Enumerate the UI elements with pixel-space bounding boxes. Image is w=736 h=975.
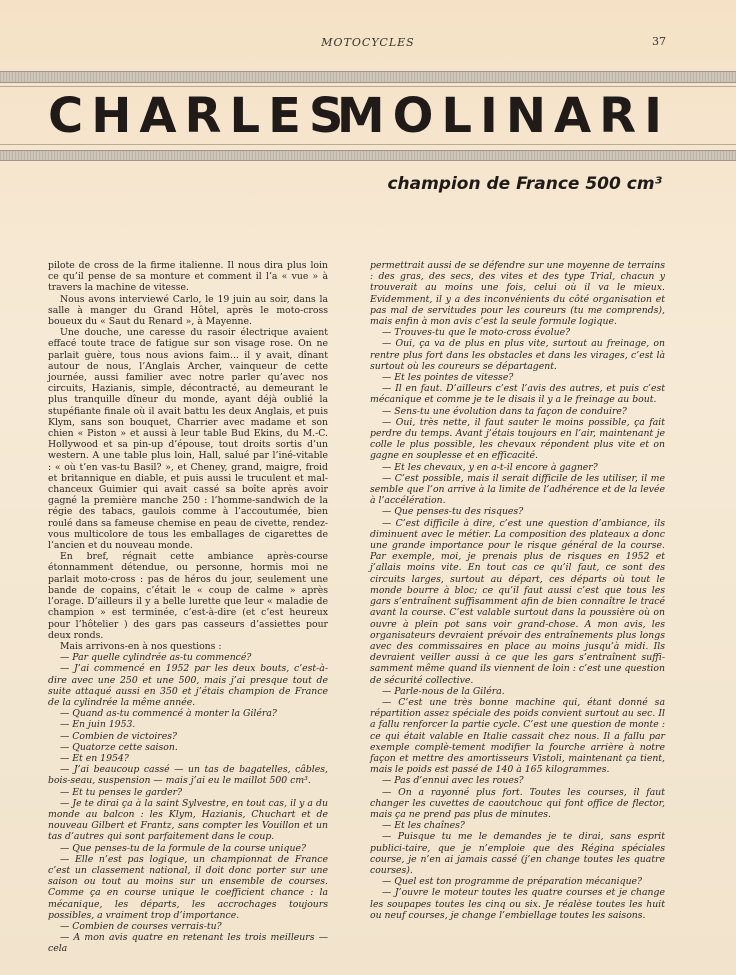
article-paragraph: — Puisque tu me le demandes je te dirai, sans esprit publici-taire, que je n’emploie que des Régina spéciales course, je n’en ai jamais cassé (j’en change toutes les quatre courses). [370, 831, 665, 876]
article-paragraph: — Trouves-tu que le moto-cross évolue? [382, 327, 571, 339]
article-paragraph: — Quatorze cette saison. [60, 741, 178, 753]
article-paragraph: — Quel est ton programme de préparation mécanique? [382, 876, 643, 888]
article-paragraph: — Pas d’ennui avec les roues? [382, 775, 524, 787]
article-paragraph: Mais arrivons-en à nos questions : [60, 640, 222, 652]
article-paragraph: — Quand as-tu commencé à monter la Giléra? [60, 708, 277, 720]
article-paragraph: — C’est une très bonne machine qui, étant donné sa répartition assez spéciale des poids convient surtout au sec. Il a fallu renforcer la partie cycle. C’est une question de monte : ce qui était valable en Italie cassait chez nous. Il a fallu par exemple complè-tement modifier la fourche arrière à notre façon et mettre des amortisseurs Vistoli, maintenant ça tient, mais le poids est passé de 140 à 165 kilogrammes. [370, 696, 665, 776]
article-paragraph: — C’est possible, mais il serait difficile de les utiliser, il me semble que l’on arrive à la limite de l’adhérence et de la levée à l’accélération. [370, 472, 665, 507]
article-paragraph: — Que penses-tu de la formule de la course unique? [60, 842, 306, 854]
article-paragraph: — Elle n’est pas logique, un championnat de France c’est un classement national, il doit donc porter sur une saison ou tout au moins sur un ensemble de courses. Comme ça en course unique le coefficient chance : la mécanique, les départs, les accrochages toujours possibles, a vraiment trop d’importance. [48, 853, 328, 921]
article-paragraph: — Parle-nous de la Giléra. [382, 685, 505, 697]
decorative-band-top [0, 71, 736, 83]
article-paragraph: — J’ai beaucoup cassé — un tas de bagatelles, câbles, bois-seau, suspension — mais j’ai eu le maillot 500 cm³. [48, 764, 328, 787]
page-number: 37 [652, 35, 666, 48]
article-paragraph: — Oui, très nette, il faut sauter le moins possible, ça fait perdre du temps. Avant j’étais toujours en l’air, maintenant je colle le plus possible, les chevaux répondent plus vite et on gagne en souplesse et en efficacité. [370, 416, 665, 462]
article-paragraph: permettrait aussi de se défendre sur une moyenne de terrains : des gras, des secs, des vites et des type Trial, chacun y trouverait au moins une fois, celui où il va le mieux. Evidemment, il y a des inconvénients du côté organisation et pas mal de servitudes pour les coureurs (tu me comprends), mais enfin à mon avis c’est la seule formule logique. [370, 260, 665, 328]
rule-line [0, 86, 736, 87]
article-paragraph: — J’ai commencé en 1952 par les deux bouts, c’est-à-dire avec une 250 et une 500, mais j’ai presque tout de suite attaqué aussi en 350 et j’étais champion de France de la cylindrée la même année. [48, 663, 328, 708]
article-paragraph: — Et tu penses le garder? [60, 786, 183, 798]
headline-last-name: MOLINARI [336, 88, 670, 144]
article-paragraph: — Et les chevaux, y en a-t-il encore à gagner? [382, 461, 598, 473]
article-paragraph: — Et les pointes de vitesse? [382, 372, 514, 384]
article-column-left [48, 260, 328, 955]
headline-first-name: CHARLES [48, 88, 352, 144]
article-paragraph: Une douche, une caresse du rasoir électrique avaient effacé toute trace de fatigue sur son visage rose. On ne parlait guère, tous nous avions faim... il y avait, dînant autour de nous, l’Anglais Archer, vainqueur de cette journée, aussi familier avec notre parler qu’avec nos circuits, Hazianis, simple, décontracté, au demeurant le plus tranquille dîneur du monde, ayant déjà oublié la stupéfiante finale où il avait battu les deux Anglais, et puis Klym, sans son bouquet, Charrier avec madame et son chien « Piston » et aussi à leur table Bud Ekins, du M.-C. Hollywood et sa pin-up d’épouse, tout droits sortis d’un western. A une table plus loin, Hall, salué par l’iné-vitable : « où t’en vas-tu Basil? », et Cheney, grand, maigre, froid et britannique en diable, et puis aussi le truculent et mal-chanceux Guimier qui avait cassé sa boîte après avoir gagné la première manche 250 : l’homme-sandwich de la régie des tabacs, gaulois comme à l’accoutumée, bien roulé dans sa fameuse chemise en peau de civette, rendez-vous multicolore de tous les emballages de cigarettes de l’ancien et du nouveau monde. [48, 327, 328, 552]
article-paragraph: — Je te dirai ça à la saint Sylvestre, en tout cas, il y a du monde au balcon : les Klym, Hazianis, Chuchart et de nouveau Gilbert et Frantz, sans compter les Vouillon et un tas d’autres qui sont parfaitement dans le coup. [48, 797, 328, 843]
article-paragraph: — En juin 1953. [60, 719, 136, 731]
article-paragraph: — Et en 1954? [60, 752, 129, 764]
article-paragraph: — On a rayonné plus fort. Toutes les courses, il faut changer les cuvettes de caoutchouc qui font office de flector, mais ça ne prend pas plus de minutes. [370, 786, 665, 820]
article-paragraph: — Et les chaînes? [382, 820, 465, 832]
article-paragraph: — Il en faut. D’ailleurs c’est l’avis des autres, et puis c’est mécanique et comme je te le disais il y a le freinage au bout. [370, 383, 665, 406]
article-paragraph: — C’est difficile à dire, c’est une question d’ambiance, ils diminuent avec le métier. La composition des plateaux a donc une grande importance pour le risque général de la course. Par exemple, moi, je prenais plus de risques en 1952 et j’allais moins vite. En tout cas ce qu’il faut, ce sont des circuits larges, surtout au départ, ces départs où tout le monde bourre à bloc; ce qu’il faut aussi c’est que tous les gars s’entraînent suffisamment afin de bien connaître le tracé avant la course. C’est valable surtout dans la poussière où on ouvre à plein pot sans voir grand-chose. A mon avis, les organisateurs devraient prévoir des entraînements plus longs avec des commissaires en place au moins jusqu’à midi. Ils devraient veiller aussi à ce que les gars s’entraînent suffi-samment même quand ils viennent de loin : c’est une question de sécurité collective. [370, 517, 665, 686]
article-paragraph: — Combien de victoires? [60, 730, 177, 742]
rule-line [0, 144, 736, 145]
article-paragraph: Nous avons interviewé Carlo, le 19 juin au soir, dans la salle à manger du Grand Hôtel, après le moto-cross boueux du « Saut du Renard », à Mayenne. [48, 293, 328, 328]
article-paragraph: — Par quelle cylindrée as-tu commencé? [60, 652, 252, 664]
article-paragraph: — Sens-tu une évolution dans ta façon de conduire? [382, 405, 627, 417]
article-column-right [370, 260, 665, 920]
decorative-band-bottom [0, 150, 736, 161]
article-paragraph: pilote de cross de la firme italienne. Il nous dira plus loin ce qu’il pense de sa monture et comment il l’a « vue » à travers la machine de vitesse. [48, 260, 328, 294]
article-paragraph: — J’ouvre le moteur toutes les quatre courses et je change les soupapes toutes les cinq ou six. Je réalèse toutes les huit ou neuf courses, je change l’embiellage toutes les saisons. [370, 887, 665, 921]
article-paragraph: — Oui, ça va de plus en plus vite, surtout au freinage, on rentre plus fort dans les obstacles et dans les virages, c’est là surtout où les coureurs se départagent. [370, 338, 665, 372]
article-paragraph: En bref, régnait cette ambiance après-course étonnamment détendue, ou personne, hormis moi ne parlait moto-cross : pas de héros du jour, seulement une bande de copains, c’était le « coup de calme » après l’orage. D’ailleurs il y a belle lurette que leur « maladie de champion » est terminée, c’est-à-dire (et c’est heureux pour l’hôtelier ) des gars pas casseurs d’assiettes pour deux ronds. [48, 551, 328, 641]
article-paragraph: — A mon avis quatre en retenant les trois meilleurs — cela [48, 932, 328, 955]
running-title: MOTOCYCLES [321, 36, 415, 49]
headline [0, 88, 736, 144]
article-paragraph: — Combien de courses verrais-tu? [60, 920, 222, 932]
headline-subtitle: champion de France 500 cm³ [387, 174, 662, 194]
article-paragraph: — Que penses-tu des risques? [382, 506, 524, 518]
